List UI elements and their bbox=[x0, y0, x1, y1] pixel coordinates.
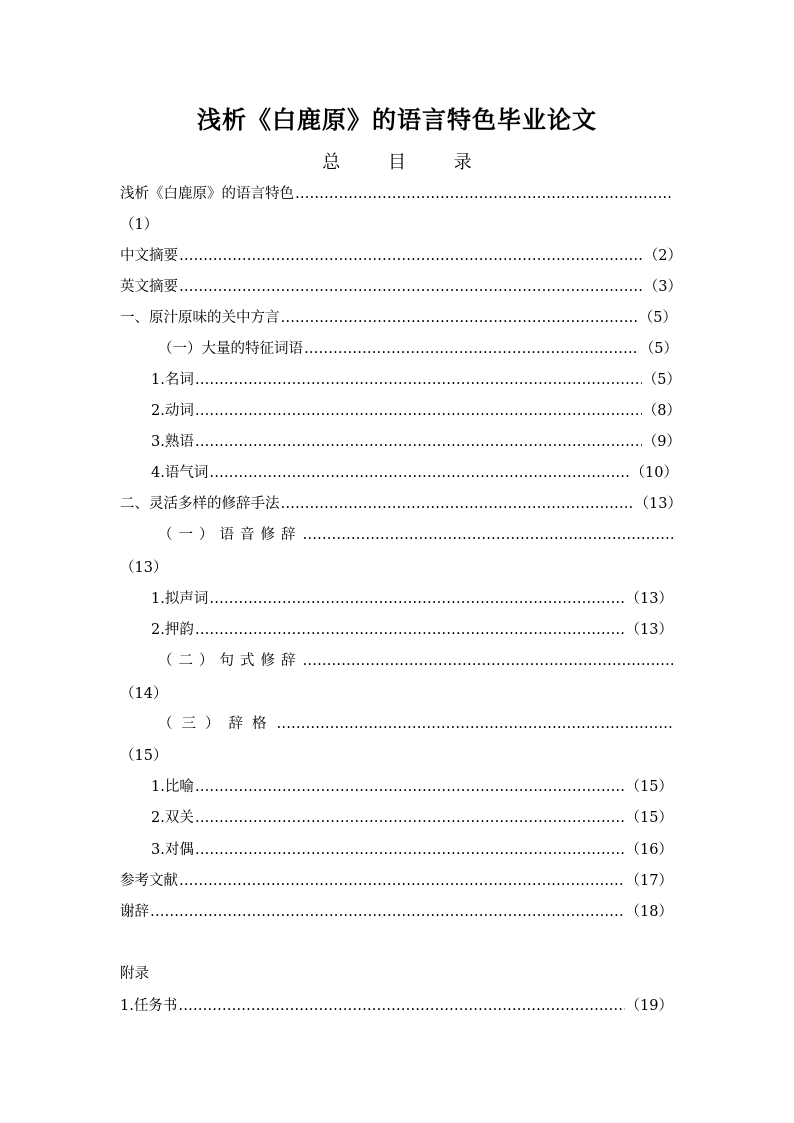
toc-leader bbox=[209, 462, 629, 484]
toc-entry[interactable] bbox=[120, 901, 673, 923]
toc-entry[interactable] bbox=[158, 650, 674, 672]
toc-entry[interactable] bbox=[151, 839, 673, 861]
toc-entry-page: （14） bbox=[120, 686, 168, 702]
toc-entry-label: 1.名词 bbox=[151, 372, 194, 388]
toc-entry-page: （8） bbox=[642, 403, 681, 419]
toc-leader bbox=[178, 995, 624, 1017]
toc-heading-char: 目 bbox=[388, 152, 406, 173]
toc-entry-page: （18） bbox=[625, 904, 673, 920]
toc-entry-page: （2） bbox=[643, 248, 682, 264]
toc-entry-label: 一、原汁原味的关中方言 bbox=[120, 310, 280, 326]
toc-entry[interactable] bbox=[120, 870, 673, 892]
toc-leader bbox=[179, 276, 643, 298]
toc-entry-label: 二、灵活多样的修辞手法 bbox=[120, 496, 280, 512]
toc-entry-label: 2.动词 bbox=[151, 403, 194, 419]
toc-heading-char: 录 bbox=[453, 152, 472, 173]
toc-entry[interactable] bbox=[120, 245, 682, 267]
toc-entry[interactable] bbox=[120, 307, 677, 329]
toc-entry-label: （一）语音修辞 bbox=[158, 527, 302, 543]
toc-entry[interactable] bbox=[120, 276, 682, 298]
toc-entry-page: （13） bbox=[625, 622, 673, 638]
toc-leader bbox=[179, 870, 625, 892]
toc-entry-page: （3） bbox=[643, 279, 682, 295]
toc-leader bbox=[179, 245, 643, 267]
toc-entry-label: 英文摘要 bbox=[120, 279, 178, 295]
toc-entry[interactable] bbox=[151, 588, 673, 610]
appendix-heading: 附录 bbox=[120, 966, 149, 982]
toc-entry[interactable] bbox=[158, 713, 674, 735]
toc-entry-label: 2.押韵 bbox=[151, 622, 194, 638]
toc-entry[interactable] bbox=[151, 431, 681, 453]
toc-leader bbox=[195, 839, 625, 861]
toc-leader bbox=[195, 431, 642, 453]
toc-heading-char: 总 bbox=[322, 152, 341, 173]
toc-entry-label: 4.语气词 bbox=[151, 465, 209, 481]
toc-entry[interactable] bbox=[151, 400, 681, 422]
toc-entry-label: 浅析《白鹿原》的语言特色 bbox=[120, 186, 294, 202]
toc-entry-page: （16） bbox=[625, 842, 673, 858]
toc-entry-label: 1.任务书 bbox=[120, 998, 178, 1014]
toc-entry[interactable] bbox=[120, 995, 673, 1017]
toc-leader bbox=[209, 588, 624, 610]
toc-entry-page: （9） bbox=[642, 434, 681, 450]
toc-leader bbox=[295, 183, 673, 205]
toc-entry-label: 1.比喻 bbox=[151, 779, 194, 795]
toc-entry-label: （二）句式修辞 bbox=[158, 653, 302, 669]
toc-entry-label: 谢辞 bbox=[120, 904, 149, 920]
toc-entry-page: （17） bbox=[625, 873, 673, 889]
toc-entry[interactable] bbox=[120, 183, 674, 205]
toc-entry[interactable] bbox=[120, 493, 682, 515]
toc-entry-page: （5） bbox=[642, 372, 681, 388]
toc-entry[interactable] bbox=[151, 776, 673, 798]
toc-entry-page: （10） bbox=[630, 465, 678, 481]
toc-leader bbox=[195, 619, 625, 641]
toc-leader bbox=[277, 713, 674, 735]
toc-entry-label: （三）辞格 bbox=[158, 716, 276, 732]
toc-entry-page: （15） bbox=[120, 748, 168, 764]
toc-entry-page: （19） bbox=[625, 998, 673, 1014]
toc-leader bbox=[150, 901, 625, 923]
toc-leader bbox=[195, 776, 625, 798]
toc-entry-label: 中文摘要 bbox=[120, 248, 178, 264]
toc-entry-label: 3.熟语 bbox=[151, 434, 194, 450]
toc-leader bbox=[303, 524, 674, 546]
toc-entry-page: （15） bbox=[625, 779, 673, 795]
toc-entry-page: （15） bbox=[625, 810, 673, 826]
toc-entry[interactable] bbox=[151, 619, 673, 641]
toc-heading bbox=[0, 148, 794, 174]
toc-leader bbox=[304, 338, 639, 360]
toc-entry-page: （13） bbox=[634, 496, 682, 512]
toc-entry-page: （13） bbox=[625, 591, 673, 607]
toc-leader bbox=[195, 807, 625, 829]
toc-entry-page: （13） bbox=[120, 560, 168, 576]
toc-entry[interactable] bbox=[151, 462, 678, 484]
toc-entry-label: 3.对偶 bbox=[151, 842, 194, 858]
toc-leader bbox=[195, 369, 642, 391]
toc-entry[interactable] bbox=[158, 338, 678, 360]
toc-entry-label: 2.双关 bbox=[151, 810, 194, 826]
toc-entry[interactable] bbox=[151, 807, 673, 829]
toc-leader bbox=[281, 493, 634, 515]
toc-entry-label: 1.拟声词 bbox=[151, 591, 209, 607]
toc-leader bbox=[303, 650, 674, 672]
toc-entry-page: （1） bbox=[120, 217, 159, 233]
toc-entry-page: （5） bbox=[638, 310, 677, 326]
toc-leader bbox=[195, 400, 642, 422]
toc-entry-label: （一）大量的特征词语 bbox=[158, 341, 303, 357]
toc-entry[interactable] bbox=[158, 524, 674, 546]
toc-entry-label: 参考文献 bbox=[120, 873, 178, 889]
toc-entry-page: （5） bbox=[639, 341, 678, 357]
toc-leader bbox=[281, 307, 638, 329]
document-title: 浅析《白鹿原》的语言特色毕业论文 bbox=[197, 105, 597, 134]
toc-entry[interactable] bbox=[151, 369, 681, 391]
